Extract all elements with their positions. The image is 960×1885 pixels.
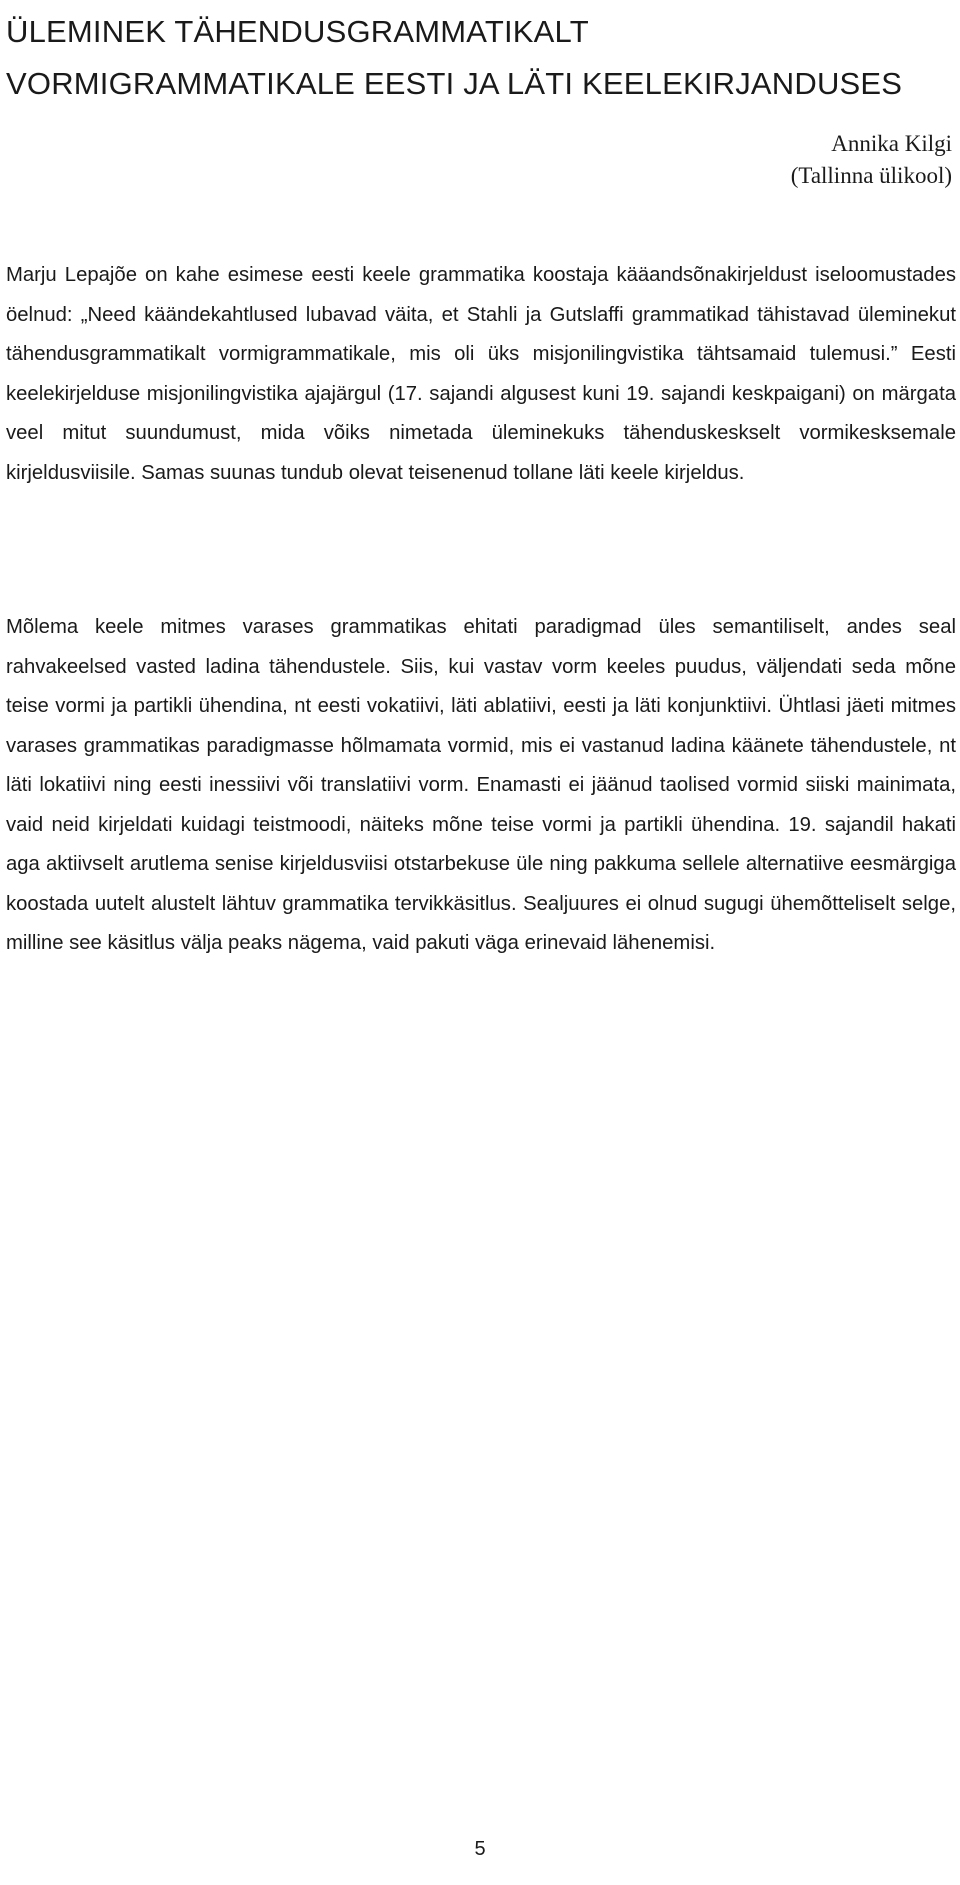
body-paragraph-1: Marju Lepajõe on kahe esimese eesti keele grammatika koostaja kääandsõnakirjeldust iseloomustades öelnud: „Need käändekahtlused lubavad väita, et Stahli ja Gutslaffi grammatikad tähistavad üleminekut tähendusgrammatikalt vormigrammatikale, mis oli üks misjonilingvistika tähtsamaid tulemusi.” Eesti keelekirjelduse misjonilingvistika ajajärgul (17. sajandi algusest kuni 19. sajandi keskpaigani) on märgata veel mitut suundumust, mida võiks nimetada üleminekuks tähenduskeskselt vormikesksemale kirjeldusviisile. Samas suunas tundub olevat teisenenud tollane läti keele kirjeldus.	[6, 264, 956, 484]
title-line-2: VORMIGRAMMATIKALE EESTI JA LÄTI KEELEKIRJANDUSES	[6, 66, 903, 101]
author-block	[791, 128, 952, 192]
body-paragraph-2: Mõlema keele mitmes varases grammatikas ehitati paradigmad üles semantiliselt, andes seal rahvakeelsed vasted ladina tähendustele. Siis, kui vastav vorm keeles puudus, väljendati seda mõne teise vormi ja partikli ühendina, nt eesti vokatiivi, läti ablatiivi, eesti ja läti konjunktiivi. Ühtlasi jäeti mitmes varases grammatikas paradigmasse hõlmamata vormid, mis ei vastanud ladina käänete tähendustele, nt läti lokatiivi ning eesti inessiivi või translatiivi vorm. Enamasti ei jäänud taolised vormid siiski mainimata, vaid neid kirjeldati kuidagi teistmoodi, näiteks mõne teise vormi ja partikli ühendina. 19. sajandil hakati aga aktiivselt arutlema senise kirjeldusviisi otstarbekuse üle ning pakkuma sellele alternatiive eesmärgiga koostada uutelt alustelt lähtuv grammatika tervikkäsitlus. Sealjuures ei olnud sugugi ühemõtteliselt selge, milline see käsitlus välja peaks nägema, vaid pakuti väga erinevaid lähenemisi.	[6, 616, 956, 954]
title-line-1: ÜLEMINEK TÄHENDUSGRAMMATIKALT	[6, 14, 589, 49]
page-title	[6, 6, 946, 110]
page-number: 5	[474, 1838, 486, 1860]
author-name: Annika Kilgi	[831, 131, 952, 156]
author-affiliation: (Tallinna ülikool)	[790, 163, 952, 188]
